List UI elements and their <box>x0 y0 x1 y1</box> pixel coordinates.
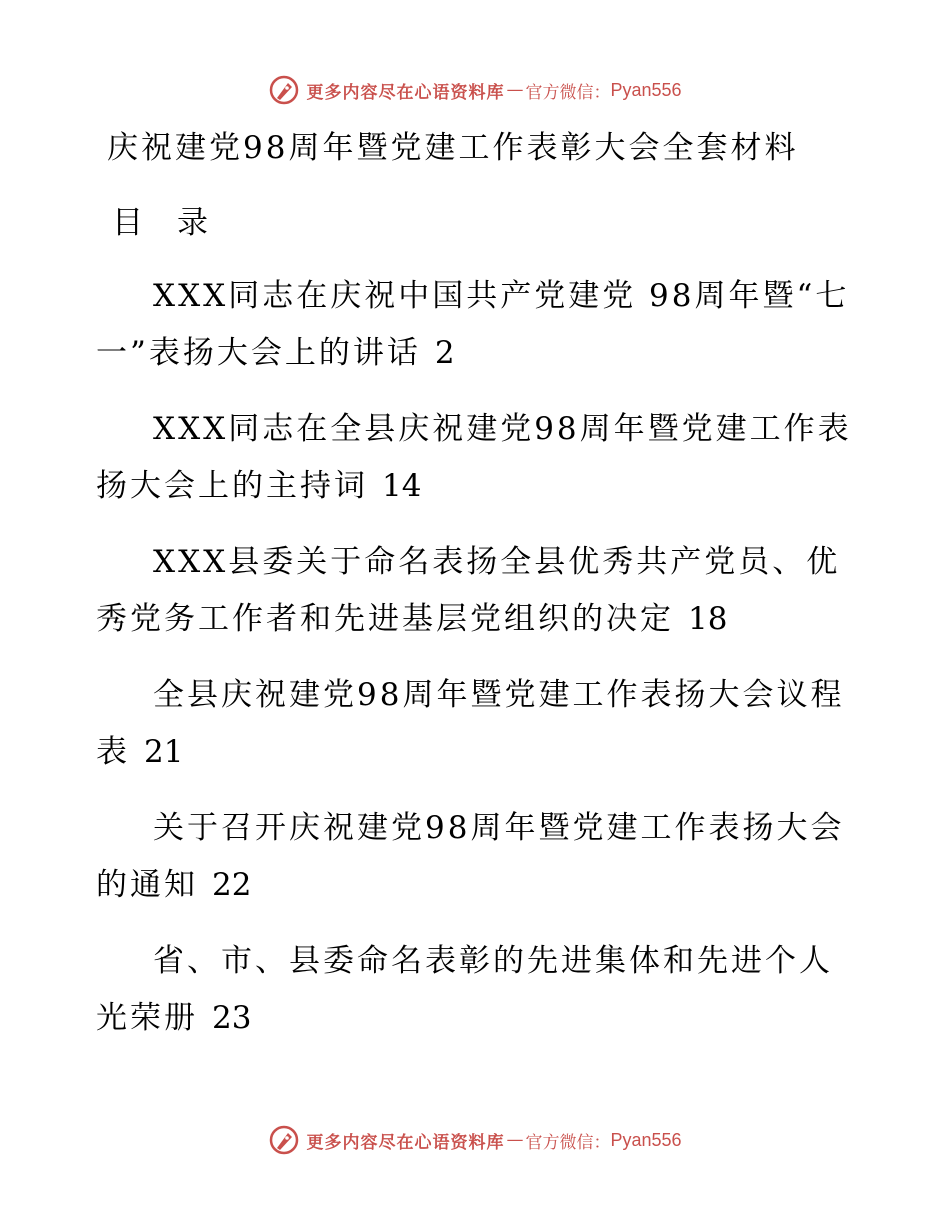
toc-entry <box>96 933 856 1047</box>
toc-heading-part-1: 目 <box>112 205 143 241</box>
toc-entry-text: 省、市、县委命名表彰的先进集体和先进个人光荣册 <box>96 943 833 1036</box>
pen-nib-circle-logo-icon <box>268 1124 300 1156</box>
toc-entry-page: 22 <box>212 867 252 903</box>
toc-entry-page: 2 <box>434 335 455 371</box>
toc-entry-text: XXX同志在庆祝中国共产党建党 98周年暨“七一”表扬大会上的讲话 <box>96 278 850 371</box>
watermark-separator: — <box>506 80 524 100</box>
document-title: 庆祝建党98周年暨党建工作表彰大会全套材料 <box>107 130 799 166</box>
watermark-wechat-label: 官方微信： <box>525 82 611 103</box>
toc-entry-page: 21 <box>144 734 184 770</box>
watermark-wechat-id: Pyan556 <box>610 79 682 100</box>
watermark-wechat-id: Pyan556 <box>610 1129 682 1150</box>
toc-entry <box>96 667 856 781</box>
toc-entry <box>96 401 856 515</box>
watermark-text: 更多内容尽在心语资料库 <box>306 1132 505 1153</box>
toc-entry-text: XXX同志在全县庆祝建党98周年暨党建工作表扬大会上的主持词 <box>96 411 852 504</box>
toc-entry-page: 23 <box>212 1000 252 1036</box>
toc-list <box>96 268 856 1066</box>
watermark-separator: — <box>506 1130 524 1150</box>
toc-entry <box>96 268 856 382</box>
toc-heading-part-2: 录 <box>177 205 208 241</box>
watermark-wechat-label: 官方微信： <box>525 1132 611 1153</box>
toc-entry-text: XXX县委关于命名表扬全县优秀共产党员、优秀党务工作者和先进基层党组织的决定 <box>96 544 841 637</box>
toc-entry <box>96 534 856 648</box>
watermark-banner-bottom <box>0 1120 950 1160</box>
pen-nib-circle-logo-icon <box>268 74 300 106</box>
toc-entry-page: 18 <box>688 601 728 637</box>
toc-entry-page: 14 <box>382 468 422 504</box>
watermark-text: 更多内容尽在心语资料库 <box>306 82 505 103</box>
toc-entry-text: 关于召开庆祝建党98周年暨党建工作表扬大会的通知 <box>96 810 845 903</box>
toc-heading <box>112 197 208 242</box>
toc-entry-text: 全县庆祝建党98周年暨党建工作表扬大会议程表 <box>96 677 845 770</box>
toc-entry <box>96 800 856 914</box>
watermark-banner-top <box>0 70 950 110</box>
